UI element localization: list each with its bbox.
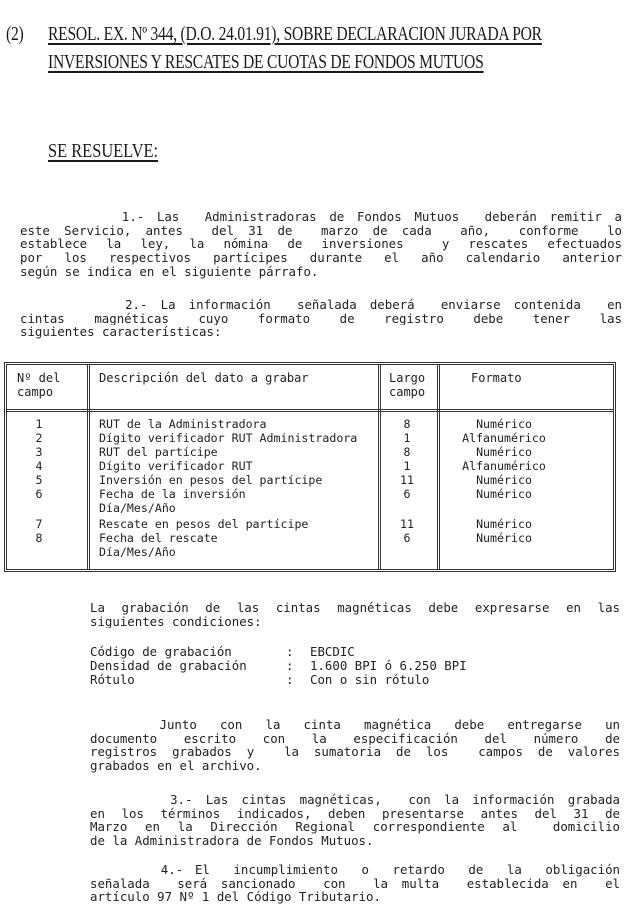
paragraph-line: este Servicio, antes del 31 de marzo de cada año, conforme lo (20, 223, 622, 238)
paragraph-line: 1.- Las Administradoras de Fondos Mutuos deberán remitir a (20, 210, 622, 224)
condition-value: EBCDIC (310, 644, 355, 659)
condition-value: 1.600 BPI ó 6.250 BPI (310, 658, 467, 673)
condition-separator: : (286, 658, 294, 673)
field-description: Rescate en pesos del partícipe (99, 517, 309, 531)
field-description: Día/Mes/Año (99, 545, 176, 559)
field-description: Inversión en pesos del partícipe (99, 473, 323, 487)
field-length: 11 (400, 473, 414, 487)
paragraph-line: establece la ley, la nómina de inversiones y rescates efectuados (20, 237, 622, 252)
field-length: 1 (403, 459, 411, 473)
header-desc: Descripción del dato a grabar (99, 371, 309, 385)
field-format: Numérico (476, 473, 532, 487)
paragraph-5 (90, 793, 620, 848)
heading-line-2: INVERSIONES Y RESCATES DE CUOTAS DE FONDOS MUTUOS (48, 51, 484, 73)
field-number: 3 (35, 445, 43, 459)
field-number: 7 (35, 517, 43, 531)
field-description: RUT de la Administradora (99, 417, 267, 431)
condition-row (90, 659, 467, 673)
paragraph-line: según se indica en el siguiente párrafo. (20, 264, 319, 279)
field-length: 8 (403, 417, 411, 431)
paragraph-6 (90, 863, 620, 904)
condition-row (90, 645, 467, 659)
field-number: 6 (35, 487, 43, 501)
field-format: Alfanumérico (462, 431, 546, 445)
paragraph-line: Junto con la cinta magnética debe entregarse un (90, 718, 620, 732)
paragraph-line: documento escrito con la especificación del número de (90, 731, 620, 746)
paragraph-line: en los términos indicados, deben presentarse antes del 31 de (90, 806, 620, 821)
field-format: Numérico (476, 517, 532, 531)
header-largo: Largo campo (389, 371, 426, 399)
field-description: Dígito verificador RUT Administradora (99, 431, 358, 445)
table-divider (378, 365, 381, 569)
field-length: 6 (403, 487, 411, 501)
table-divider (437, 365, 440, 569)
condition-value: Con o sin rótulo (310, 672, 430, 687)
condition-separator: : (286, 672, 294, 687)
paragraph-line: registros grabados y la sumatoria de los campos de valores (90, 745, 620, 760)
paragraph-line: cintas magnéticas cuyo formato de registro debe tener las (20, 311, 622, 326)
table-header-divider (7, 409, 613, 412)
condition-separator: : (286, 644, 294, 659)
field-format: Numérico (476, 487, 532, 501)
paragraph-line: señalada será sancionado con la multa establecida en el (90, 876, 620, 891)
condition-key: Código de grabación (90, 644, 232, 659)
paragraph-line: 4.- El incumplimiento o retardo de la obligación (90, 863, 620, 877)
field-format: Alfanumérico (462, 459, 546, 473)
field-number: 2 (35, 431, 43, 445)
field-length: 11 (400, 517, 414, 531)
field-format: Numérico (476, 417, 532, 431)
paragraph-line: siguientes características: (20, 325, 222, 340)
paragraph-line: 2.- La información señalada deberá enviarse contenida en (20, 298, 622, 312)
field-number: 1 (35, 417, 43, 431)
field-number: 5 (35, 473, 43, 487)
field-number: 4 (35, 459, 43, 473)
field-length: 8 (403, 445, 411, 459)
field-length: 6 (403, 531, 411, 545)
field-length: 1 (403, 431, 411, 445)
paragraph-4 (90, 718, 620, 773)
field-format: Numérico (476, 445, 532, 459)
paragraph-line: artículo 97 Nº 1 del Código Tributario. (90, 890, 381, 905)
header-num: Nº del campo (17, 371, 61, 399)
paragraph-line: siguientes condiciones: (90, 614, 262, 629)
condition-key: Rótulo (90, 672, 135, 687)
se-resuelve-heading: SE RESUELVE: (48, 140, 159, 162)
data-format-table (4, 362, 616, 572)
condition-key: Densidad de grabación (90, 658, 247, 673)
paragraph-1 (20, 210, 622, 279)
header-formato: Formato (471, 371, 522, 385)
paragraph-line: 3.- Las cintas magnéticas, con la información grabada (90, 793, 620, 807)
paragraph-2 (20, 298, 622, 339)
paragraph-line: La grabación de las cintas magnéticas debe expresarse en las (90, 601, 620, 615)
paragraph-line: grabados en el archivo. (90, 759, 262, 773)
field-number: 8 (35, 531, 43, 545)
recording-conditions (90, 645, 467, 687)
paragraph-3 (90, 601, 620, 628)
heading-line-1: RESOL. EX. Nº 344, (D.O. 24.01.91), SOBRE DECLARACION JURADA POR (48, 23, 542, 45)
paragraph-line: por los respectivos partícipes durante el año calendario anterior (20, 251, 622, 265)
paragraph-line: Marzo en la Dirección Regional correspondiente al domicilio (90, 820, 620, 835)
paragraph-line: de la Administradora de Fondos Mutuos. (90, 834, 374, 848)
field-format: Numérico (476, 531, 532, 545)
field-description: Fecha de la inversión (99, 487, 246, 501)
field-description: Día/Mes/Año (99, 501, 176, 515)
field-description: RUT del partícipe (99, 445, 218, 459)
field-description: Dígito verificador RUT (99, 459, 253, 473)
heading-number: (2) (6, 23, 24, 45)
field-description: Fecha del rescate (99, 531, 218, 545)
condition-row (90, 673, 467, 687)
table-divider (87, 365, 90, 569)
